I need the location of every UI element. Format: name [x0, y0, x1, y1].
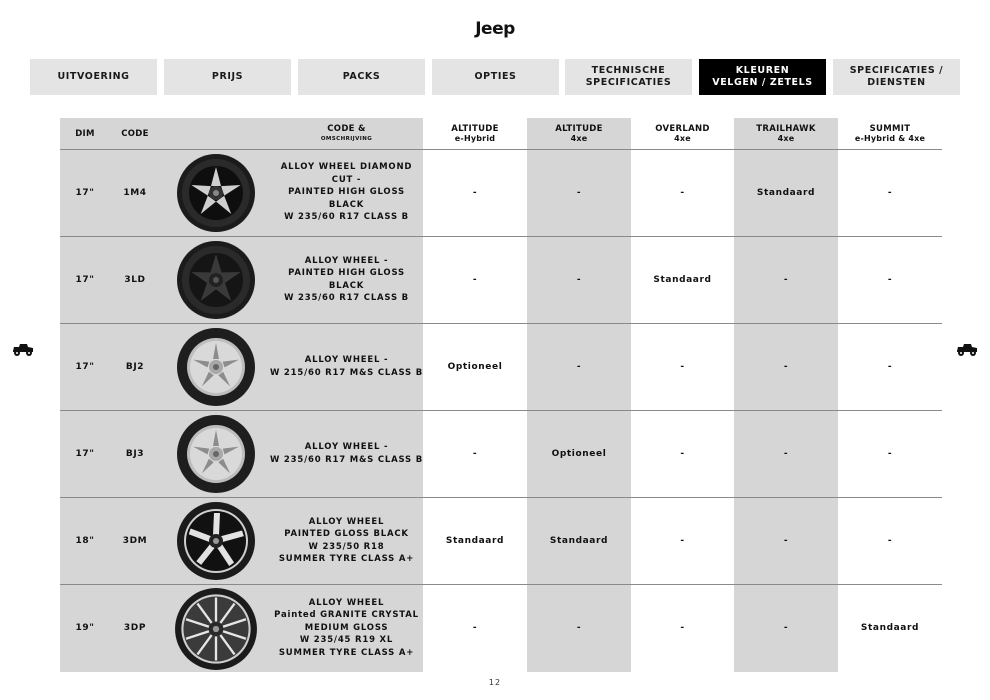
row-description: [270, 236, 423, 323]
description-line: W 235/50 R18: [308, 541, 385, 552]
description-line: ALLOY WHEEL -: [304, 255, 389, 266]
header-version-sub: 4xe: [777, 133, 795, 143]
row-code: BJ3: [125, 448, 145, 459]
header-version-name: SUMMIT: [869, 123, 911, 134]
availability-cell: Optioneel: [447, 361, 503, 372]
description-line: ALLOY WHEEL -: [304, 355, 389, 365]
header-altitude-ehybrid: [423, 118, 527, 149]
availability-cell: -: [576, 623, 582, 633]
jeep-silhouette-icon: [955, 343, 979, 357]
wheel-silver-icon: [176, 327, 256, 407]
header-code: CODE: [121, 128, 149, 139]
row-description: [270, 410, 423, 497]
availability-cell: -: [576, 361, 582, 372]
availability-cell: Standaard: [653, 274, 712, 285]
wheel-diamond-cut-black-icon: [176, 153, 256, 233]
availability-cell: -: [576, 274, 582, 285]
description-line: SUMMER TYRE CLASS A+: [278, 647, 415, 658]
header-desc-sub: OMSCHRIJVING: [320, 135, 373, 142]
header-overland-4xe: [631, 118, 734, 149]
availability-cell: Optioneel: [551, 448, 607, 459]
description-line: PAINTED HIGH GLOSS BLACK: [288, 268, 405, 291]
availability-cell: -: [783, 448, 789, 459]
header-version-name: TRAILHAWK: [756, 123, 816, 134]
availability-cell: -: [887, 187, 893, 198]
availability-cell: Standaard: [860, 623, 920, 633]
availability-cell: -: [680, 623, 685, 633]
availability-cell: Standaard: [445, 535, 505, 546]
description-line: W 235/60 R17 CLASS B: [284, 212, 409, 223]
availability-cell: -: [680, 535, 685, 546]
description-line: PAINTED HIGH GLOSS BLACK: [288, 187, 405, 210]
description-line: Painted GRANITE CRYSTAL: [274, 610, 419, 621]
tab-prijs[interactable]: PRIJS: [164, 59, 291, 95]
availability-cell: -: [887, 448, 893, 459]
row-dim: 17": [75, 448, 95, 459]
tab-technische-specificaties[interactable]: TECHNISCHE SPECIFICATIES: [565, 59, 692, 95]
header-version-sub: 4xe: [570, 133, 588, 143]
header-version-name: ALTITUDE: [451, 123, 499, 134]
tab-specificaties-diensten[interactable]: SPECIFICATIES / DIENSTEN: [833, 59, 960, 95]
description-line: MEDIUM GLOSS: [304, 622, 389, 633]
tab-packs[interactable]: PACKS: [298, 59, 425, 95]
description-line: ALLOY WHEEL: [308, 516, 385, 527]
availability-cell: -: [680, 448, 685, 459]
wheel-silver-icon: [176, 414, 256, 494]
row-code: 1M4: [123, 187, 147, 198]
wheels-table: [60, 118, 942, 672]
availability-cell: -: [576, 187, 582, 198]
description-line: W 215/60 R17 M&S CLASS B: [270, 367, 423, 378]
wheel-bicolor-gloss-black-icon: [176, 501, 256, 581]
page-number: 12: [488, 678, 502, 687]
row-dim: 17": [75, 274, 95, 285]
description-line: ALLOY WHEEL -: [304, 442, 389, 452]
description-line: PAINTED GLOSS BLACK: [284, 529, 409, 539]
description-line: SUMMER TYRE CLASS A+: [278, 554, 415, 564]
header-desc-main: CODE &: [327, 123, 366, 134]
jeep-logo: Jeep: [475, 19, 515, 39]
header-trailhawk-4xe: [734, 118, 838, 149]
row-dim: 17": [75, 361, 95, 372]
row-description: [270, 323, 423, 410]
availability-cell: Standaard: [549, 535, 609, 546]
header-version-sub: 4xe: [674, 133, 691, 143]
availability-cell: -: [887, 535, 893, 546]
wheel-granite-crystal-icon: [174, 587, 258, 671]
availability-cell: -: [472, 274, 478, 285]
header-version-sub: e-Hybrid & 4xe: [854, 133, 926, 143]
row-code: 3LD: [124, 274, 146, 285]
header-altitude-4xe: [527, 118, 631, 149]
header-version-name: ALTITUDE: [555, 123, 603, 134]
section-tabs: [30, 59, 960, 95]
availability-cell: -: [783, 623, 789, 633]
availability-cell: -: [472, 187, 478, 198]
header-version-name: OVERLAND: [655, 123, 710, 134]
description-line: W 235/60 R17 CLASS B: [284, 293, 409, 303]
tab-opties[interactable]: OPTIES: [432, 59, 559, 95]
description-line: W 235/60 R17 M&S CLASS B: [270, 454, 423, 465]
row-code: BJ2: [125, 361, 145, 372]
tab-uitvoering[interactable]: UITVOERING: [30, 59, 157, 95]
availability-cell: -: [783, 535, 789, 546]
availability-cell: Standaard: [756, 187, 816, 198]
row-description: [270, 497, 423, 584]
description-line: ALLOY WHEEL: [308, 597, 385, 608]
row-dim: 17": [75, 187, 95, 198]
row-dim: 18": [75, 535, 95, 546]
wheel-gloss-black-icon: [176, 240, 256, 320]
jeep-silhouette-icon: [11, 343, 35, 357]
row-code: 3DP: [123, 623, 147, 633]
availability-cell: -: [472, 623, 478, 633]
row-description: [270, 149, 423, 236]
header-dim: DIM: [75, 128, 95, 139]
availability-cell: -: [783, 361, 789, 372]
header-code-omschrijving: [270, 118, 423, 149]
row-dim: 19": [75, 623, 95, 633]
row-code: 3DM: [122, 535, 148, 546]
availability-cell: -: [887, 361, 893, 372]
row-description: [270, 584, 423, 672]
availability-cell: -: [472, 448, 478, 459]
tab-kleuren-velgen-zetels[interactable]: KLEUREN VELGEN / ZETELS: [699, 59, 826, 95]
availability-cell: -: [887, 274, 893, 285]
availability-cell: -: [783, 274, 789, 285]
header-version-sub: e-Hybrid: [454, 133, 496, 143]
description-line: ALLOY WHEEL DIAMOND CUT -: [280, 162, 413, 185]
description-line: W 235/45 R19 XL: [299, 635, 394, 646]
availability-cell: -: [680, 361, 685, 372]
availability-cell: -: [680, 187, 685, 198]
header-summit: [838, 118, 942, 149]
